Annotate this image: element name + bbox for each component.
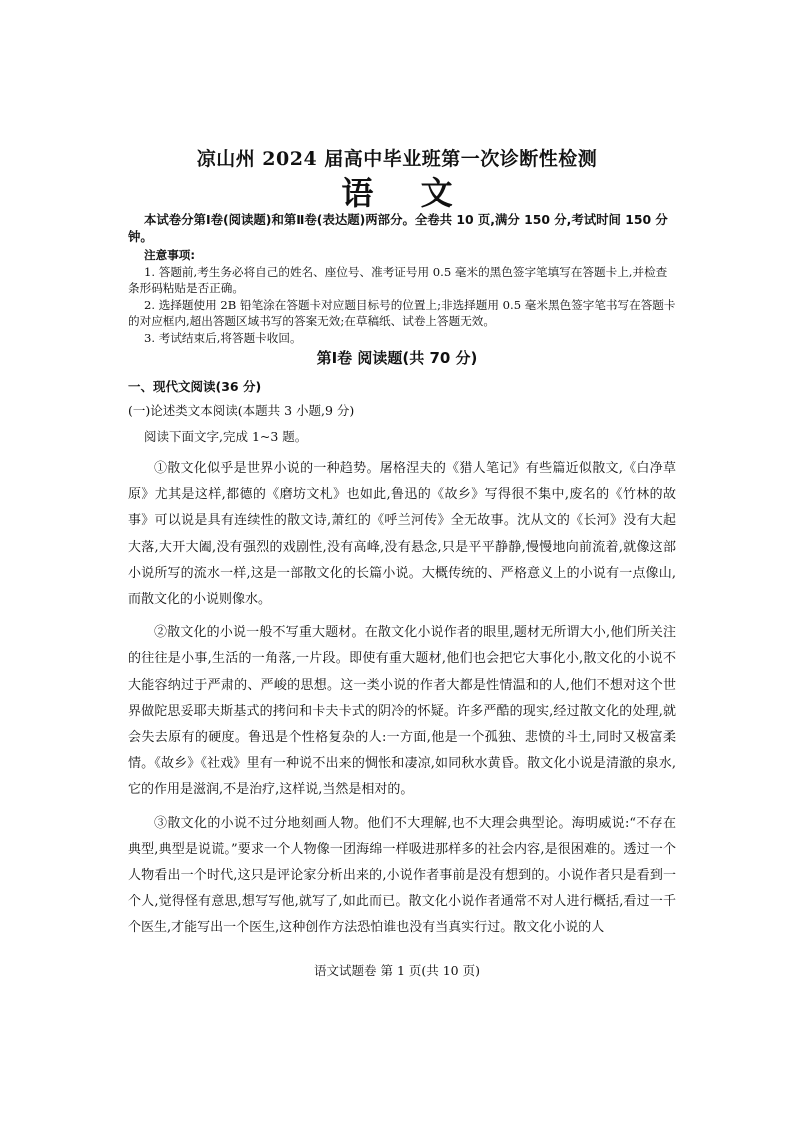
notes-section [128, 247, 676, 346]
part-title: 一、现代文阅读(36 分) [128, 379, 262, 394]
passage-paragraph: ③散文化的小说不过分地刻画人物。他们不大理解,也不大理会典型论。海明威说:“不存在典型,典型是说谎。”要求一个人物像一团海绵一样吸进那样多的社会内容,是很困难的。透过一个人物看出一个时代,这只是评论家分析出来的,小说作者事前是没有想到的。小说作者只是看到一个人,觉得怪有意思,想写写他,就写了,如此而已。散文化小说作者通常不对人进行概括,看过一千个医生,才能写出一个医生,这种创作方法恐怕谁也没有当真实行过。散文化小说的人 [128, 815, 676, 936]
exam-header [0, 146, 794, 212]
exam-title: 凉山州 2024 届高中毕业班第一次诊断性检测 [196, 148, 598, 170]
exam-intro: 本试卷分第Ⅰ卷(阅读题)和第Ⅱ卷(表达题)两部分。全卷共 10 页,满分 150 分,考试时间 150 分钟。 [128, 212, 668, 244]
passage-paragraph: ①散文化似乎是世界小说的一种趋势。屠格涅夫的《猎人笔记》有些篇近似散文,《白净草原》尤其是这样,都德的《磨坊文札》也如此,鲁迅的《故乡》写得很不集中,废名的《竹林的故事》可以说是具有连续性的散文诗,萧红的《呼兰河传》全无故事。沈从文的《长河》没有大起大落,大开大阖,没有强烈的戏剧性,没有高峰,没有悬念,只是平平静静,慢慢地向前流着,就像这部小说所写的流水一样,这是一部散文化的长篇小说。大概传统的、严格意义上的小说有一点像山,而散文化的小说则像水。 [128, 461, 676, 608]
section-title: 第Ⅰ卷 阅读题(共 70 分) [316, 349, 478, 367]
reading-passage [128, 456, 676, 949]
subject-title: 语 文 [341, 174, 471, 212]
notes-heading: 注意事项: [144, 248, 196, 262]
reading-instruction: 阅读下面文字,完成 1~3 题。 [144, 429, 308, 444]
passage-paragraph: ②散文化的小说一般不写重大题材。在散文化小说作者的眼里,题材无所谓大小,他们所关注的往往是小事,生活的一角落,一片段。即使有重大题材,他们也会把它大事化小,散文化的小说不大能容纳过于严肃的、严峻的思想。这一类小说的作者大都是性情温和的人,他们不想对这个世界做陀思妥耶夫斯基式的拷问和卡夫卡式的阴冷的怀疑。许多严酷的现实,经过散文化的处理,就会失去原有的硬度。鲁迅是个性格复杂的人:一方面,他是一个孤独、悲愤的斗士,同时又极富柔情。《故乡》《社戏》里有一种说不出来的惆怅和凄凉,如同秋水黄昏。散文化小说是清澈的泉水,它的作用是滋润,不是治疗,这样说,当然是相对的。 [128, 625, 676, 798]
note-item: 2. 选择题使用 2B 铅笔涂在答题卡对应题目标号的位置上;非选择题用 0.5 毫米黑色签字笔书写在答题卡的对应框内,超出答题区域书写的答案无效;在草稿纸、试卷上答题无效。 [128, 297, 676, 328]
subpart-title: (一)论述类文本阅读(本题共 3 小题,9 分) [128, 403, 355, 418]
note-item: 3. 考试结束后,将答题卡收回。 [144, 330, 302, 345]
page-footer: 语文试题卷 第 1 页(共 10 页) [314, 963, 480, 978]
note-item: 1. 答题前,考生务必将自己的姓名、座位号、准考证号用 0.5 毫米的黑色签字笔填写在答题卡上,并检查条形码粘贴是否正确。 [128, 264, 668, 295]
